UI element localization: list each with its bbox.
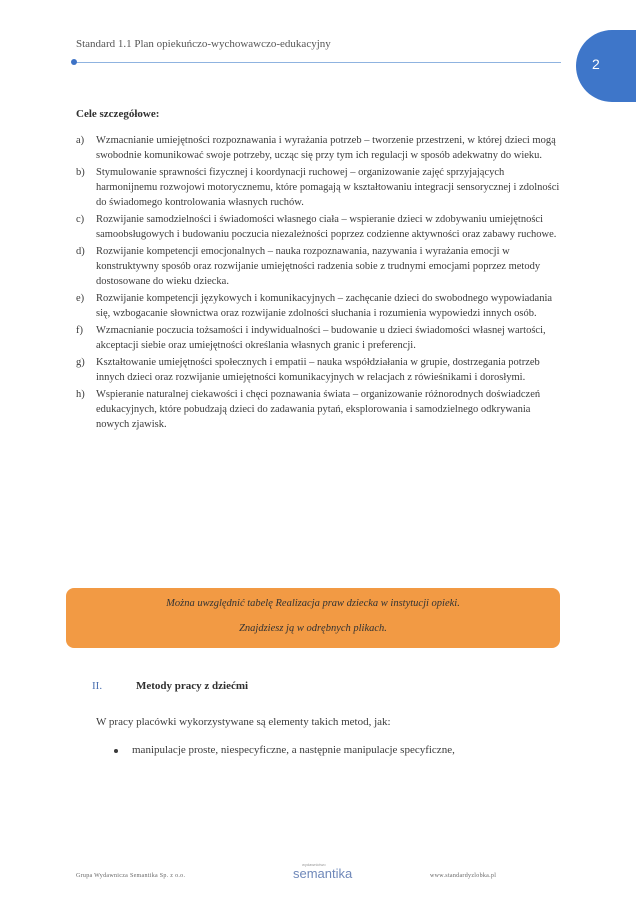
- goal-letter: f): [76, 325, 83, 336]
- goal-letter: e): [76, 293, 85, 304]
- goal-letter: d): [76, 246, 85, 257]
- header-title: Standard 1.1 Plan opiekuńczo-wychowawczo-edukacyjny: [76, 38, 331, 50]
- goal-item: [76, 355, 562, 385]
- header-dot: [71, 59, 77, 65]
- goal-letter: a): [76, 135, 85, 146]
- goal-item: [76, 323, 562, 353]
- header-rule: [73, 62, 561, 63]
- methods-number: II.: [92, 680, 103, 692]
- bullet-icon: [114, 749, 118, 753]
- goal-item: [76, 133, 562, 163]
- goal-text: Wzmacnianie poczucia tożsamości i indywidualności – budowanie u dzieci świadomości własnej wartości, akceptacji siebie oraz umiejętności określania własnych granic i preferencji.: [96, 325, 546, 351]
- goal-text: Stymulowanie sprawności fizycznej i koordynacji ruchowej – organizowanie zajęć sprzyjających harmonijnemu rozwojowi motorycznemu, które pomagają w kształtowaniu integracji sensorycznej i zdolności do świadomego kontrolowania własnych ruchów.: [96, 167, 560, 208]
- goal-item: [76, 212, 562, 242]
- goal-text: Rozwijanie kompetencji emocjonalnych – nauka rozpoznawania, nazywania i wyrażania emocji w konstruktywny sposób oraz rozwijanie umiejętności radzenia sobie z trudnymi emocjami poprzez metody dostosowane do wieku dziecka.: [96, 246, 541, 287]
- footer-logo: semantika: [293, 866, 353, 881]
- methods-bullet-item: [112, 744, 455, 756]
- methods-intro: W pracy placówki wykorzystywane są elementy takich metod, jak:: [96, 716, 391, 728]
- goal-text: Wspieranie naturalnej ciekawości i chęci poznawania świata – organizowanie różnorodnych doświadczeń edukacyjnych, które pobudzają dzieci do zadawania pytań, eksplorowania i samodzielnego odkrywania nowych zjawisk.: [96, 389, 541, 430]
- goal-letter: b): [76, 167, 85, 178]
- goal-item: [76, 291, 562, 321]
- goal-item: [76, 387, 562, 432]
- footer-logo-tag: wydawnictwo: [302, 862, 326, 867]
- notice-line-2: Znajdziesz ją w odrębnych plikach.: [239, 623, 387, 634]
- notice-box: [66, 588, 560, 648]
- goal-letter: g): [76, 357, 85, 368]
- page-number: 2: [592, 56, 600, 72]
- goal-text: Rozwijanie samodzielności i świadomości własnego ciała – wspieranie dzieci w zdobywaniu umiejętności samoobsługowych i budowaniu poczucia niezależności poprzez codzienne aktywności oraz zabawy ruchowe.: [96, 214, 557, 240]
- page-number-tab: [576, 30, 636, 102]
- goals-list: [76, 133, 562, 434]
- goal-text: Kształtowanie umiejętności społecznych i empatii – nauka współdziałania w grupie, dostrzegania potrzeb innych dzieci oraz rozwijanie umiejętności komunikacyjnych w relacjach z rówieśnikami i dorosłymi.: [96, 357, 540, 383]
- goal-text: Rozwijanie kompetencji językowych i komunikacyjnych – zachęcanie dzieci do swobodnego wypowiadania się, wzbogacanie słownictwa oraz rozwijanie zdolności słuchania i rozumienia wypowiedzi innych osób.: [96, 293, 553, 319]
- goal-item: [76, 165, 562, 210]
- bullet-text: manipulacje proste, niespecyficzne, a następnie manipulacje specyficzne,: [132, 744, 455, 756]
- footer-publisher: Grupa Wydawnicza Semantika Sp. z o.o.: [76, 873, 186, 879]
- methods-title: Metody pracy z dziećmi: [136, 680, 249, 692]
- notice-line-1: Można uwzględnić tabelę Realizacja praw dziecka w instytucji opieki.: [166, 598, 460, 609]
- goal-text: Wzmacnianie umiejętności rozpoznawania i wyrażania potrzeb – tworzenie przestrzeni, w której dzieci mogą swobodnie komunikować swoje potrzeby, ucząc się przy tym ich regulacji w sposób adekwatny do wieku.: [96, 135, 556, 161]
- goal-item: [76, 244, 562, 289]
- footer-website: www.standardyzlobka.pl: [430, 873, 497, 879]
- goals-heading: Cele szczegółowe:: [76, 108, 160, 120]
- goal-letter: h): [76, 389, 85, 400]
- goal-letter: c): [76, 214, 85, 225]
